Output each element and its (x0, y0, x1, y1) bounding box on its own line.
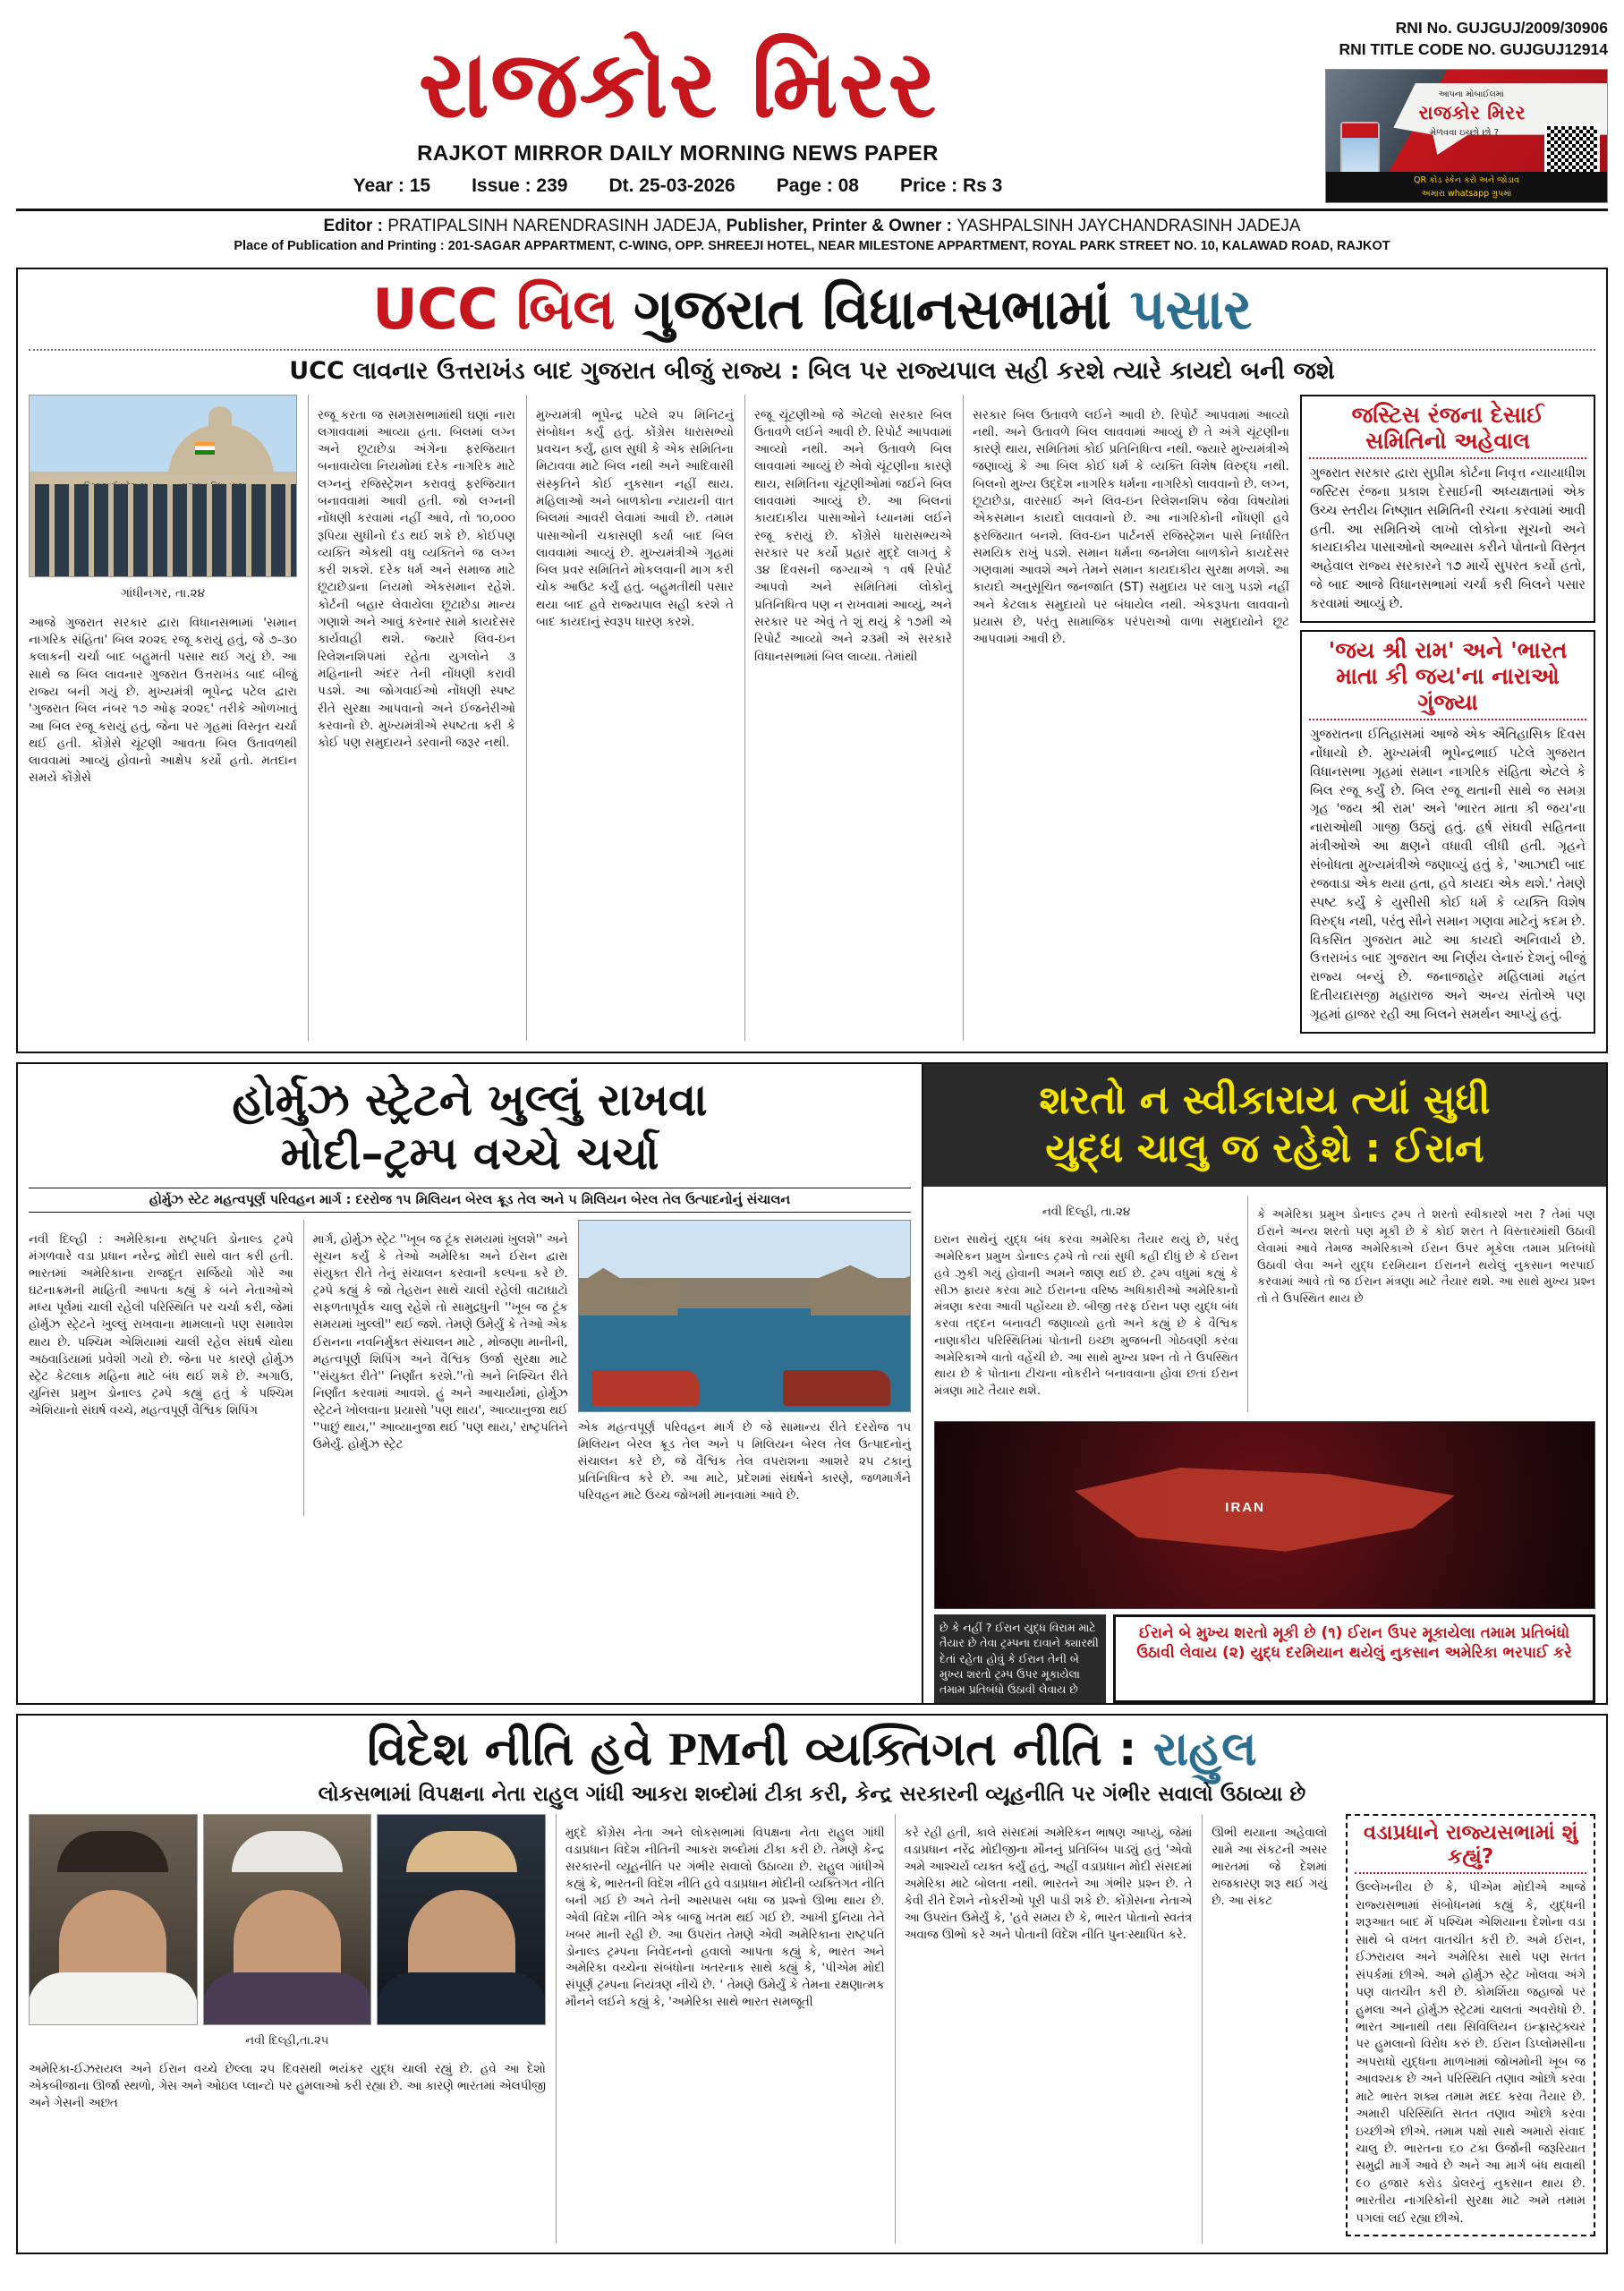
dome-shape (168, 424, 274, 478)
rahul-column-4 (1202, 1814, 1327, 2244)
pm-rajyasabha-body: ઉલ્લેખનીય છે કે, પીએમ મોદીએ આજે રાજ્યસભામાં સંબોધનમાં કહ્યું કે, યુદ્ધની શરૂઆત બાદ મેં પશ્ચિમ એશિયાના દેશોના વડા સાથે બે વખત વાતચીત કરી છે. અમે ઈરાન, ઈઝરાયલ અને અમેરિકા સાથે પણ સતત સંપર્કમાં છીએ. અમે હોર્મુઝ સ્ટ્રેટ ખોલવા અંગે પણ વાતચીત કરી છે. કોમર્શિયા જહાજો પર હુમલા અને હોર્મુઝ સ્ટ્રેટમાં ચાલતાં અવરોધો છે. ભારત આનાથી તથા સિવિલિયન ઇન્ફ્રાસ્ટ્રક્ચર પર હુમલાનો વિરોધ કરું છે. ઈરાન ડિપ્લોમસીના અપરાધો યુદ્ધના માળખામાં જોખમોની ખૂબ જ આવશ્યક છે અને પરિસ્થિતિ તણાવ ઓછો કરવા માટે ભારત શક્ય તમામ મદદ કરવા તૈયાર છે. અમારી પરિસ્થિતિ સતત તણાવ ઓછો કરવા ઇચ્છીએ છીએ. તમામ પક્ષો સાથે અમારો સંવાદ ચાલુ છે. ભારતના ૬૦ ટકા ઉર્જાની જરૂરિયાત સમુદ્રી માર્ગે આવે છે અને આ માર્ગ બંધ થવાથી ૯૦ હજાર કરોડ ડોલરનું નુકસાન થાય છે. ભારતીય નાગરિકોની સુરક્ષા માટે અમે તમામ પગલાં લઈ રહ્યા છીએ. (1356, 1881, 1586, 2226)
sidebar-justice-body: ગુજરાત સરકાર દ્વારા સુપ્રીમ કોર્ટના નિવૃત્ત ન્યાયાધીશ જસ્ટિસ રંજના પ્રકાશ દેસાઈની અધ્યક્ષતામાં એક ઉચ્ચ સ્તરીય નિષ્ણાત સમિતિની રચના કરવામાં આવી હતી. આ સમિતિએ લાખો લોકોના સૂચનો અને કાયદાકીય પાસાઓનો અભ્યાસ કરીને પોતાનો વિસ્તૃત અહેવાલ રાજ્ય સરકારને ૧૭ માર્ચે સુપરત કર્યો હતો, જે બાદ આજે વિધાનસભામાં ચર્ચા કરી બિલને પસાર કરવામાં આવ્યું છે. (1310, 465, 1586, 612)
lead-body-5: સરકાર બિલ ઉતાવળે લઈને આવી છે. રિપોર્ટ આપવામાં આવ્યો નથી. અને ઉતાવળે બિલ લાવવામાં આવ્યું છે તે અંગે ચૂંટણીના કારણે થાય, સમિતિમાં કોઈ પ્રતિનિધિત્વ નથી. જ્યારે મુખ્યમંત્રીએ જણાવ્યું કે આ બિલ કોઈ ધર્મ કે વ્યક્તિ વિશેષ વિરુદ્ધ નથી. બિલનો મુખ્ય ઉદ્દેશ નાગરિક ધર્મના નાગરિકો લાવવાનો છે. લગ્ન, છૂટાછેડા, વારસાઈ અને લિવ-ઇન રિલેશનશિપ જેવા વિષયોમાં એકસમાન કાયદો લાવવાનો છે. આ નાગરિકોની નોંધણી હવે ફરજિયાત બનશે. લિવ-ઇન પાર્ટનર્સ રજિસ્ટ્રેશન પાસે નિર્ધારિત સમયિક રાખું પડશે. સમાન ધર્મના જનમેલા બાળકોને કાયદેસર ગણવામાં આવશે અને તેમને સમાન કાયદાકીય સુરક્ષા મળશે. આ કાયદો અનુસૂચિત જનજાતિ (ST) સમુદાય પર લાગુ પડશે નહીં અને કેટલાક સમુદાયો પર બંધાયેલ નથી. એકરૂપતા લાવવાનો પ્રયાસ છે, પરંતુ સામાજિક પરંપરાઓ વાળા સમુદાયોને છૂટ આપવામાં આવી છે. (973, 407, 1289, 647)
rahul-column-3 (895, 1814, 1193, 2244)
iran-lower-row (923, 1609, 1606, 1703)
rahul-headline-pm: PM (668, 1724, 742, 1776)
iran-left-strip: છે કે નહીં ? ઈરાન યુદ્ધ વિરામ માટે તૈયાર છે તેવા ટ્રમ્પના દાવાને ક્યારથી દેતાં રહેતા હોવું કે ઈરાન તેની બે મુખ્ય શરતો ટ્રમ્પ ઉપર મૂકાયેલા તમામ પ્રતિબંધો ઉઠાવી લેવાય છે (934, 1614, 1106, 1703)
iran-dateline: નવી દિલ્હી, તા.૨૪ (1042, 1205, 1131, 1220)
hormuz-strap: હોર્મુઝ સ્ટેટ મહત્વપૂર્ણ પરિવહન માર્ગ : દરરોજ ૧૫ મિલિયન બેરલ ક્રૂડ તેલ અને ૫ મિલિયન બેરલ તેલ ઉત્પાદનોનું સંચાલન (29, 1188, 911, 1213)
rahul-columns (29, 1814, 1595, 2244)
iran-map-row (923, 1421, 1606, 1609)
publisher-name: YASHPALSINH JAYCHANDRASINH JADEJA (957, 217, 1301, 236)
lead-column-3 (526, 395, 734, 1041)
iran-map-graphic (934, 1421, 1595, 1609)
masthead-left (16, 13, 1313, 197)
editor-label: Editor : (323, 217, 383, 236)
rahul-photo-column (29, 1814, 546, 2244)
imprint-editor-line (16, 211, 1608, 236)
rahul-story (16, 1714, 1608, 2254)
hormuz-body-2: માર્ગ, હોર્મુઝ સ્ટ્રેટ ''ખૂબ જ ટૂંક સમયમાં ખુલશે'' અને સૂચન કર્યું કે તેઓ અમેરિકા અને ઈરાન દ્વારા સંયુક્ત રીતે તેનું સંચાલન કરવાની કલ્પના કરે છે. ટ્રમ્પે કહ્યું કે જો તેહરાન સાથે ચાલી રહેલી વાટાઘાટો સફળતાપૂર્વક ચાલુ રહેશે તો સામુદ્રધુની ''ખૂબ જ ટૂંક સમયમાં ખુલ્લી'' થઈ જશે. તેમણે ઉમેર્યું કે તેઓ એક ઈરાનના નવનિર્મુક્ત સંચાલન માટે , મોજણા માનીની, મહત્વપૂર્ણ શિપિંગ અને વૈશ્વિક ઉર્જા સુરક્ષા માટે ''સંયુક્ત રીતે'' નિર્ણાંત કરશે.''તો અને નિશ્ચિત રીતે નિર્ણાંત કરવામાં આવશે. હું અને આચાર્યમાં, હોર્મુઝ સ્ટ્રેટને ખોલવાના પ્રયાસો 'પણ થાય', આવ્યાનુજા થઈ ''પાછું થાય,'' આવ્યાનુજા થઈ 'પણ થાય,' રાષ્ટ્રપતિને ઉમેર્યું. હોર્મુઝ સ્ટ્રેટ (312, 1233, 568, 1452)
iran-column-1 (934, 1196, 1238, 1412)
oil-tanker-right (783, 1370, 890, 1406)
pm-rajyasabha-box (1346, 1814, 1595, 2236)
lead-story (16, 268, 1608, 1053)
hormuz-column-2 (303, 1220, 568, 1517)
promo-line-3: મેળવવા ઇચ્છો છો ? (1430, 128, 1500, 139)
qr-code-icon[interactable] (1544, 123, 1600, 179)
lead-body-1: આજે ગુજરાત સરકાર દ્વારા વિધાનસભામાં 'સમાન નાગરિક સંહિતા' બિલ ૨૦૨૬ રજૂ કરાયું હતું, જે ૭-૩૦ કલાકની ચર્ચા બાદ બહુમતી પસાર થઈ ગયું છે. આ સાથે જ બિલ લાવનાર ગુજરાત ઉત્તરાખંડ બાદ બીજું રાજ્ય બની ગયું છે. મુખ્યમંત્રી ભૂપેન્દ્ર પટેલ દ્વારા 'ગુજરાત બિલ નંબર ૧૭ ઓફ ૨૦૨૬' તરીકે ઓળખાતું આ બિલ રજૂ કરાયું હતું, જેના પર ગૃહમાં વિસ્તૃત ચર્ચા થઈ હતી. કોંગ્રેસે ચૂંટણી આવતા બિલ ઉતાવળથી લાવવામાં આવ્યું હોવાનો આક્ષેપ કર્યો હતો. મતદાન સમયે કોંગ્રેસે (29, 615, 297, 786)
hormuz-headline-line-1: હોર્મુઝ સ્ટ્રેટને ખુલ્લું રાખવા (232, 1073, 708, 1126)
masthead-meta (16, 175, 1313, 197)
lead-headline-main: ગુજરાત વિધાનસભામાં (633, 277, 1111, 343)
imprint-place-line: Place of Publication and Printing : 201-SAGAR APPARTMENT, C-WING, OPP. SHREEJI HOTEL, NEAR MILESTONE APPARTMENT, ROYAL PARK STREET NO. 10, KALAWAD ROAD, RAJKOT (234, 239, 1390, 254)
newspaper-subtitle: RAJKOT MIRROR DAILY MORNING NEWS PAPER (417, 141, 939, 166)
hair-shape (406, 1831, 517, 1872)
lead-headline-bill: બિલ (516, 277, 615, 343)
lead-subheadline: UCC લાવનાર ઉત્તરાખંડ બાદ ગુજરાત બીજું રાજ્ય : બિલ પર રાજ્યપાલ સહી કરશે ત્યારે કાયદો બની જશે (289, 356, 1335, 385)
promo-footer (1326, 172, 1607, 202)
hormuz-story (16, 1062, 923, 1705)
iran-headline-line-2: યુદ્ધ ચાલુ જ રહેશે : ઈરાન (1045, 1125, 1484, 1171)
lead-body-3: મુખ્યમંત્રી ભૂપેન્દ્ર પટેલે ૨૫ મિનિટનું સંબોધન કર્યું હતું. કોંગ્રેસ ધારાસભ્યો પ્રવચન કર્યું, હાલ સુધી કે એક સમિતિના મિટાવવા માટે બિલ નથી અને આદિવાસી સંસ્કૃતિને કોઈ નુકસાન નહીં થાય. મહિલાઓ અને બાળકોના ન્યાયની વાત બિલમાં આવરી લેવામાં આવી છે. તમામ પાસાઓની ચકાસણી કર્યા બાદ બિલ લાવવામાં આવ્યું છે. મુખ્યમંત્રીએ ગૃહમાં બિલ પ્રવર સમિતિને મોકલવાની માગ કરી ચોક આઉટ કર્યું હતું. બહુમતીથી પસાર થયા બાદ હવે રાજ્યપાલ સહી કરશે તે બાદ કાયદાનું સ્વરૂપ ધારણ કરશે. (536, 407, 734, 630)
rahul-headline-part-1: વિદેશ નીતિ હવે (367, 1722, 653, 1776)
publisher-label: Publisher, Printer & Owner : (726, 217, 952, 236)
rahul-subheadline: લોકસભામાં વિપક્ષના નેતા રાહુલ ગાંધી આકરા શબ્દોમાં ટીકા કરી, કેન્દ્ર સરકારની વ્યૂહનીતિ પર ગંભીર સવાલો ઉઠાવ્યા છે (318, 1783, 1306, 1807)
rahul-body-2: મુદ્દે કોંગ્રેસ નેતા અને લોકસભામાં વિપક્ષના નેતા રાહુલ ગાંધી વડાપ્રધાન વિદેશ નીતિની આકરા શબ્દોમાં ટીકા કરી છે. તેમણે કેન્દ્ર સરકારની વ્યૂહનીતિ પર ગંભીર સવાલો ઉઠાવ્યા છે. રાહુલ ગાંધીએ કહ્યું કે, ભારતની વિદેશ નીતિ હવે વડાપ્રધાન મોદીની વ્યક્તિગત નીતિ બની ગઈ છે અને તેની આસપાસ બધા જ પ્રશ્નો ઊભા થાય છે. એવી વિદેશ નીતિ એક બાજુ ખતમ થઈ ગઈ છે. આખી દુનિયા તેને ખબર માની રહી છે. આ ઉપરાંત તેમણે એવી અમેરિકાના રાષ્ટ્રપતિ ડોનાલ્ડ ટ્રમ્પના નિવેદનનો હવાલો આપતા કહ્યું કે, ભારત અને અમેરિકા વચ્ચેના સંબંધોના ખતરનાક સાથે કહ્યું કે, 'પીએમ મોદી સંપૂર્ણ ટ્રમ્પના નિયંત્રણ નીચે છે. ' તેમણે ઉમેર્યું કે તેમના રક્ષણાત્મક મૌનને લઈને કહ્યું કે, 'અમેરિકા સાથે ભારત સમજૂતી (565, 1827, 885, 2010)
iran-story (923, 1062, 1608, 1705)
lead-column-2 (308, 395, 515, 1041)
whatsapp-promo-ad[interactable] (1325, 69, 1608, 203)
iran-headline-line-1: શરતો ન સ્વીકારાય ત્યાં સુધી (1039, 1077, 1491, 1123)
iran-conditions-box: ઈરાને બે મુખ્ય શરતો મૂકી છે (૧) ઈરાન ઉપર મૂકાયેલા તમામ પ્રતિબંધો ઉઠાવી લેવાય (૨) યુદ્ધ દરમિયાન થયેલું નુકસાન અમેરિકા ભરપાઈ કરે (1113, 1614, 1595, 1703)
vidhansabha-photo (29, 395, 297, 577)
narendra-modi-photo (203, 1814, 372, 2025)
sidebar-slogans-divider (1309, 719, 1586, 720)
lead-columns (29, 395, 1595, 1041)
masthead-right (1313, 13, 1608, 203)
iran-headline (923, 1064, 1606, 1187)
promo-footer-line-1: QR કોડ સ્કેન કરો અને જોડાવ (1414, 175, 1519, 186)
rahul-headline-name: રાહુલ (1152, 1722, 1257, 1776)
rni-title-code: RNI TITLE CODE NO. GUJGUJ12914 (1339, 39, 1608, 58)
rock-formation-right (811, 1263, 910, 1316)
lead-body-2: રજૂ કરતા જ સમગ્રસભામાંથી ઘણાં નારા લગાવવામાં આવ્યા હતા. બિલમાં લગ્ન અને છૂટાછેડા અંગેના ફરજિયાત બનાવાયેલા નિયમોમાં દરેક નાગરિક માટે લગ્નનું રજિસ્ટ્રેશન કરાવવું ફરજિયાત બનાવવામાં આવી હતી. જો લગ્નની નોંધણી કરવામાં નહીં આવે, તો ૧૦,૦૦૦ રૂપિયા સુધીનો દંડ થઈ શકે છે. કોઈપણ વ્યક્તિ એકથી વધુ વ્યક્તિને જ લગ્ન કરી શકશે. દરેક ધર્મ અને સમાજ માટે છૂટાછેડાના નિયમો એકસમાન રહેશે. કોર્ટની બહાર લેવાયેલા છૂટાછેડા માન્ય ગણાશે અને આવું કરનાર સામે કાયદેસર કાર્યવાહી થશે. જ્યારે લિવ-ઇન રિલેશનશિપમાં રહેતા યુગલોને ૩ મહિનાની અંદર તેની નોંધણી કરાવી પડશે. આ જોગવાઈઓ નોંધણી સ્પષ્ટ રીતે સુરક્ષા આપવાનો અને ઈજનેરીઓ કરવાનો છે. મુખ્યમંત્રીએ સ્પષ્ટતા કરી કે કોઈ પણ સમુદાયને ડરવાની જરૂર નથી. (318, 407, 515, 751)
torso-shape (377, 1972, 546, 2024)
iran-columns (923, 1187, 1606, 1421)
torso-shape (203, 1972, 372, 2024)
hormuz-photo-caption: એક મહત્વપૂર્ણ પરિવહન માર્ગ છે જે સામાન્ય રીતે દરરોજ ૧૫ મિલિયન બેરલ ક્રૂડ તેલ અને ૫ મિલિયન બેરલ તેલ ઉત્પાદનોનું સંચાલન કરે છે, જે વૈશ્વિક તેલ વપરાશના આશરે ૨૫ ટકાનું પ્રતિનિધિત્વ કરે છે. આ માટે, પ્રદેશમાં સંઘર્ષને કારણે, જળમાર્ગને પરિવહન માટે ઉચ્ચ જોખમી માનવામાં આવે છે. (577, 1420, 912, 1503)
hair-shape (57, 1831, 168, 1872)
rni-number: RNI No. GUJGUJ/2009/30906 (1395, 19, 1608, 37)
lead-dot-divider (29, 349, 1595, 351)
rahul-photo-row (29, 1814, 546, 2025)
iran-map-label: IRAN (1225, 1500, 1265, 1516)
promo-footer-line-2: અમારા whatsapp ગ્રુપમાં (1421, 188, 1512, 199)
lead-dateline: ગાંધીનગર, તા.૨૪ (120, 585, 206, 600)
sidebar-slogans-body: ગુજરાતના ઈતિહાસમાં આજે એક ઐતિહાસિક દિવસ નોંધાયો છે. મુખ્યમંત્રી ભૂપેન્દ્રભાઈ પટેલે ગુજરાત વિધાનસભા ગૃહમાં સમાન નાગરિક સંહિતા એટલે કે બિલ રજૂ કર્યું છે. બિલ રજૂ થતાની સાથે જ સમગ્ર ગૃહ 'જય શ્રી રામ' અને 'ભારત માતા કી જય'ના નારાઓથી ગાજી ઉઠ્યું હતું. હર્ષ સંઘવી સહિતના મંત્રીઓએ આ ક્ષણને વધાવી લીધી હતી. ગૃહને સંબોધતા મુખ્યમંત્રીએ જણાવ્યું હતું કે, 'આઝાદી બાદ રજવાડા એક થયા હતા, હવે કાયદા એક થશે.' તેમણે સ્પષ્ટ કર્યું કે યુસીસી કોઈ ધર્મ કે વ્યક્તિ વિશેષ વિરુદ્ધ નથી, પરંતુ સૌને સમાન ગણવા માટેનું કદમ છે. વિકસિત ગુજરાત માટે આ કાયદો અનિવાર્ય છે. ઉત્તરાખંડ બાદ ગુજરાત આ નિર્ણય લેનારું દેશનું બીજું રાજ્ય બન્યું છે. જનાજાહેર મહિલામાં મહંત દિતીયદાસજી મહારાજ અને અન્ય સંતોએ પણ ગૃહમાં હાજર રહી આ બિલને સમર્થન આપ્યું હતું. (1310, 727, 1586, 1023)
newspaper-title: રાજકોર મિરર (418, 30, 938, 139)
rahul-gandhi-photo (29, 1814, 198, 2025)
iran-body-2: કે અમેરિકા પ્રમુખ ડોનાલ્ડ ટ્રમ્પ તે શરતો સ્વીકારશે ખરા ? તેમાં પણ ઈરાને અન્ય શરતો પણ મૂકી છે કે કોઈ શરત તે વિસ્તારમાંથી ઉઠાવી લેવામાં આવે તેમજ અમેરિકાએ ઈરાન ઉપર મૂકેલા તમામ પ્રતિબંધો ઉઠાવી લેવા અને યુદ્ધ દરમિયાન ઈરાનને થયેલું નુકસાન ભરપાઈ કરવામાં આવે તો જ ઈરાન મંત્રણા માટે તૈયાર થશે. આ સાથે મુખ્ય પ્રશ્ન તો તે ઉપસ્થિત થાય છે (1256, 1208, 1595, 1307)
iran-column-2 (1247, 1196, 1595, 1412)
lead-headline-passed: પસાર (1129, 277, 1252, 343)
pm-rajyasabha-divider (1355, 1872, 1586, 1874)
rahul-sidebar-column (1337, 1814, 1595, 2244)
editor-name: PRATIPALSINH NARENDRASINH JADEJA, (387, 217, 722, 236)
date-label: Dt. 25-03-2026 (608, 175, 735, 197)
middle-section (16, 1062, 1608, 1705)
year-label: Year : 15 (353, 175, 431, 197)
masthead (16, 0, 1608, 203)
promo-line-1: આપના મોબાઈલમાં (1438, 89, 1504, 100)
iran-body-1: ઇરાન સાથેનું યુદ્ધ બંધ કરવા અમેરિકા તૈયાર થયું છે, પરંતુ અમેરિકન પ્રમુખ ડોનાલ્ડ ટ્રમ્પે તો ત્યાં સુધી કહી દીધું છે કે ઈરાન હવે ઝુકી ગયું હોવાની અમને જાણ થઈ છે. ટ્રમ્પ વધુમાં કહ્યું કે સીઝ ફાયર કરવા માટે ઈરાનના વરિષ્ઠ અધિકારીઓ અમેરિકાનો મંત્રણા કરવા આવી પહોંચ્યા છે. બીજી તરફ ઈરાન પણ યુદ્ધ બંધ કરવા તદ્દન બનાવટી જણાવ્યો હતો અને કહ્યું છે કે વૈશ્વિક નાણાકીય પરિસ્થિતિમાં પોતાની ઇચ્છા મુજબની ગોઠવણી કરવા અમેરિકાએ વાતો વહેંચી છે. આ સાથે મુખ્ય પ્રશ્ન તો તે ઉપસ્થિત થાય છે કે પોતાના ટીચના નોકરીને બનાવવાના હોવા છતાં ઈરાન મંત્રણા માટે તૈયાર થશે. (934, 1233, 1238, 1399)
hormuz-column-3 (578, 1220, 911, 1517)
rahul-body-4: ઊભી થયાના અહેવાલો સામે આ સંકટની અસર ભારતમાં જે દેશમાં રાજકારણ શરૂ થઈ ગયું છે. આ સંકટ (1212, 1827, 1328, 1908)
lead-headline (29, 278, 1595, 342)
rahul-headline-part-3: ની વ્યક્તિગત નીતિ : (741, 1722, 1137, 1776)
lead-column-4 (744, 395, 952, 1041)
sidebar-slogans-heading: 'જય શ્રી રામ' અને 'ભારત માતા કી જય'ના નારાઓ ગુંજ્યા (1328, 636, 1568, 715)
torso-shape (29, 1972, 198, 2024)
building-facade (35, 484, 296, 576)
rock-formation-left (579, 1263, 678, 1316)
issue-label: Issue : 239 (472, 175, 568, 197)
promo-brand-name: રાજકોર મિરર (1418, 101, 1526, 123)
hormuz-strait-photo (578, 1220, 911, 1412)
rahul-body-1: અમેરિકા-ઈઝરાયલ અને ઈરાન વચ્ચે છેલ્લા ૨૫ દિવસથી ભયંકર યુદ્ધ ચાલી રહ્યું છે. હવે આ દેશો એકબીજાના ઊર્જા સ્થળો, ગેસ અને ઓઇલ પ્લાન્ટો પર હુમલાઓ કરી રહ્યા છે. આ કારણે ભારતમાં એલપીજી અને ગેસની અછત (29, 2063, 546, 2110)
price-label: Price : Rs 3 (899, 175, 1003, 197)
india-flag-icon (195, 442, 215, 455)
pm-rajyasabha-heading: વડાપ્રધાને રાજ્યસભામાં શું કહ્યું? (1363, 1821, 1578, 1869)
sidebar-justice-heading: જસ્ટિસ રંજના દેસાઈ સમિતિનો અહેવાલ (1351, 401, 1544, 454)
lead-body-4: રજૂ ચૂંટણીઓ જે એટલો સરકાર બિલ ઉતાવળે લઈને આવી છે. રિપોર્ટ આપવામાં આવ્યો નથી. અને ઉતાવળે બિલ લાવવામાં આવ્યું છે એવો ચૂંટણીના કારણે થાય, સમિતિના ચૂંટણીઓમાં જઈને બિલ લાવવામાં આવ્યું છે. આ બિલનાં કાયદાકીય પાસાઓને ધ્યાનમાં લઈને રજૂ કરાયું છે. કોંગ્રેસે ધારાસભ્યએ સરકાર પર કર્યો પ્રહાર મુદ્દે લાગતું કે ૩૪ દિવસની જગ્યાએ ૧ વર્ષ રિપોર્ટ આપવો અને સમિતિમાં લોકોનું પ્રતિનિધિત્વ પણ ન રાખવામાં આવ્યું, અને સરકાર પર એવું તે શું થયું કે ૧૭મી એ રિપોર્ટ આવ્યો અને ૨૩મી એ સરકારે વિધાનસભામાં બિલ લાવ્યા. તેમાંથી (754, 407, 952, 664)
page-label: Page : 08 (776, 175, 859, 197)
lead-headline-ucc: UCC (372, 277, 498, 343)
rahul-dateline: નવી દિલ્હી,તા.૨૫ (245, 2034, 329, 2048)
sidebar-justice-report (1300, 395, 1595, 623)
lead-column-5 (963, 395, 1289, 1041)
oil-tanker-left (591, 1370, 699, 1406)
lead-sidebar-column (1300, 395, 1595, 1041)
rni-block (1325, 18, 1608, 60)
hair-shape (232, 1831, 343, 1872)
lead-column-1 (29, 395, 297, 1041)
hormuz-headline-line-2: મોદી–ટ્રમ્પ વચ્ચે ચર્ચા (280, 1127, 659, 1180)
hormuz-columns (29, 1220, 911, 1517)
donald-trump-photo (377, 1814, 546, 2025)
rahul-column-2 (556, 1814, 885, 2244)
hormuz-body-1: નવી દિલ્હી : અમેરિકાના રાષ્ટ્રપતિ ડોનાલ્ડ ટ્રમ્પે મંગળવારે વડા પ્રધાન નરેન્દ્ર મોદી સાથે વાત કરી હતી. ભારતમાં અમેરિકાના રાજદૂત સર્જિયો ગોરે આ ઘટનાક્રમની માહિતી આપતા કહ્યું કે બંને નેતાઓએ મધ્ય પૂર્વમાં ચાલી રહેલી પરિસ્થિતિ પર ચર્ચા કરી, જેમાં હોર્મુઝ સ્ટ્રેટને ખુલ્લું રાખવાના મામલાનો પણ સમાવેશ થાય છે. પશ્ચિમ એશિયામાં ચાલી રહેલ સંઘર્ષ ચોથા અઠવાડિયામાં પ્રવેશી ગયો છે. જેના પર કારણે હોર્મુઝ સ્ટ્રેટ કેટલાક મહિના માટે બંધ થઈ શકે છે. અગાઉ, યુનિસ પ્રમુખ ડોનાલ્ડ ટ્રમ્પે કહ્યું હતું કે પશ્ચિમ એશિયાનો સંઘર્ષ વચ્ચે, મહત્વપૂર્ણ વૈશ્વિક શિપિંગ (29, 1233, 293, 1418)
sidebar-justice-divider (1309, 457, 1586, 459)
rahul-body-3: કરે રહી હતી, કાલે સંસદમાં અમેરિકન ભાષણ આપ્યું, જેમાં વડાપ્રધાન નરેંદ્ર મોદીજીના મૌનનું પ્રતિબિંબ પાડ્યું હતું 'એવો અમે આશ્ચર્ય વ્યક્ત કર્યું હતું, અહીં વડાપ્રધાન મોદી સંસદમાં અમેરિકા માટે બોલતા નથી. ભારતને આ ગંભીર પ્રશ્ન છે. તે કેવી રીતે દેશને નોકરીઓ પૂરી પાડી શકે છે. કોંગ્રેસના નેતાએ આ ઉપરાંત ઉમેર્યું કે, 'હવે સમય છે કે, ભારત પોતાનો સ્વતંત્ર અવાજ ઊભો કરે અને પોતાની વિદેશ નીતિ પુનઃસ્થાપિત કરે. (904, 1827, 1193, 1942)
sidebar-slogans (1300, 630, 1595, 1034)
hormuz-column-1 (29, 1220, 293, 1517)
rahul-headline (29, 1723, 1595, 1777)
